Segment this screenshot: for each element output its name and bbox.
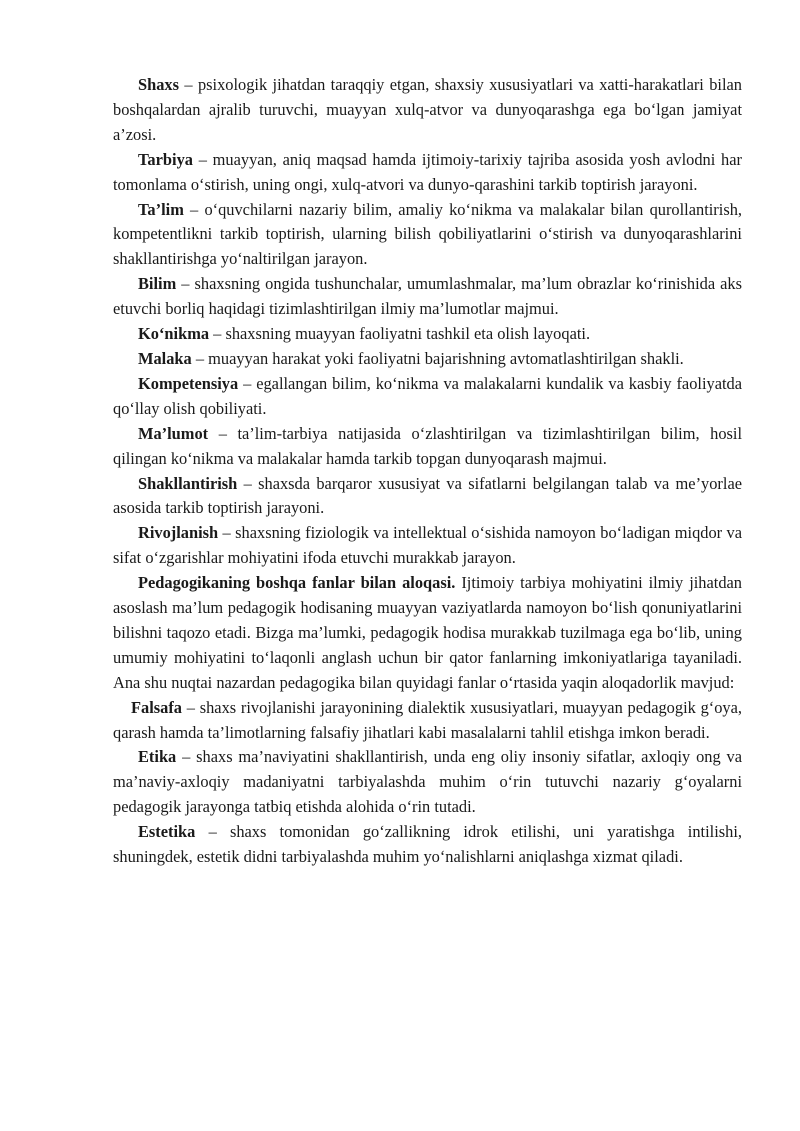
definition-estetika bbox=[113, 820, 742, 870]
definition-konikma bbox=[113, 322, 742, 347]
definition-shaxs bbox=[113, 73, 742, 148]
definition-text: – shaxsning muayyan faoliyatni tashkil eta olish layoqati. bbox=[209, 324, 591, 344]
document-page bbox=[113, 73, 742, 870]
term-label: Ta’lim bbox=[138, 199, 184, 219]
definition-text: – psixologik jihatdan taraqqiy etgan, shaxsiy xususiyatlari va xatti-harakatlari bilan boshqalardan ajralib turuvchi, muayyan xulq-atvor va dunyoqarashga ega bo‘lgan jamiyat a’zosi. bbox=[113, 75, 742, 144]
definition-shakllantirish bbox=[113, 472, 742, 522]
definition-etika bbox=[113, 745, 742, 820]
term-label: Tarbiya bbox=[138, 149, 193, 169]
section-heading: Pedagogikaning boshqa fanlar bilan aloqasi. bbox=[138, 573, 456, 593]
definition-text: – shaxsning ongida tushunchalar, umumlashmalar, ma’lum obrazlar ko‘rinishida aks etuvchi borliq haqidagi tizimlashtirilgan ilmiy ma’lumotlar majmui. bbox=[113, 274, 742, 319]
definition-text: – shaxs tomonidan go‘zallikning idrok etilishi, uni yaratishga intilishi, shuningdek, estetik didni tarbiyalashda muhim yo‘nalishlarni aniqlashga xizmat qiladi. bbox=[113, 822, 742, 867]
section-pedagogika-aloqasi bbox=[113, 571, 742, 696]
term-label: Estetika bbox=[138, 822, 196, 842]
section-text: Ijtimoiy tarbiya mohiyatini ilmiy jihatdan asoslash ma’lum pedagogik hodisaning muayyan vaziyatlarda namoyon bo‘lish qonuniyatlarini bilishni taqozo etadi. Bizga ma’lumki, pedagogik hodisa murakkab tuzilmaga ega bo‘lib, uning umumiy mohiyatini to‘laqonli anglash uchun bir qator fanlarning imkoniyatlariga tayaniladi. Ana shu nuqtai nazardan pedagogika bilan quyidagi fanlar o‘rtasida yaqin aloqadorlik mavjud: bbox=[113, 573, 742, 692]
term-label: Etika bbox=[138, 747, 177, 767]
definition-kompetensiya bbox=[113, 372, 742, 422]
definition-tarbiya bbox=[113, 148, 742, 198]
definition-text: – muayyan, aniq maqsad hamda ijtimoiy-tarixiy tajriba asosida yosh avlodni har tomonlama o‘stirish, uning ongi, xulq-atvori va dunyo-qarashini tarkib toptirish jarayoni. bbox=[113, 149, 742, 194]
definition-text: – shaxsning fiziologik va intellektual o‘sishida namoyon bo‘ladigan miqdor va sifat o‘zgarishlar mohiyatini ifoda etuvchi murakkab jarayon. bbox=[113, 523, 742, 568]
definition-text: – muayyan harakat yoki faoliyatni bajarishning avtomatlashtirilgan shakli. bbox=[191, 348, 684, 368]
term-label: Falsafa bbox=[131, 697, 182, 717]
term-label: Malaka bbox=[138, 348, 192, 368]
definition-malaka bbox=[113, 347, 742, 372]
term-label: Ko‘nikma bbox=[138, 324, 210, 344]
definition-malumot bbox=[113, 422, 742, 472]
term-label: Shaxs bbox=[138, 75, 180, 94]
term-label: Rivojlanish bbox=[138, 523, 219, 543]
definition-talim bbox=[113, 198, 742, 273]
definition-text: – ta’lim-tarbiya natijasida o‘zlashtirilgan va tizimlashtirilgan bilim, hosil qilingan ko‘nikma va malakalar hamda tarkib topgan dunyoqarash majmui. bbox=[113, 423, 742, 468]
definition-rivojlanish bbox=[113, 521, 742, 571]
definition-falsafa bbox=[113, 696, 742, 746]
term-label: Bilim bbox=[138, 274, 177, 294]
definition-text: – shaxs rivojlanishi jarayonining dialektik xususiyatlari, muayyan pedagogik g‘oya, qarash hamda ta’limotlarning falsafiy jihatlari kabi masalalarni tahlil etishga imkon beradi. bbox=[113, 697, 742, 742]
term-label: Ma’lumot bbox=[138, 423, 209, 443]
definition-text: – shaxs ma’naviyatini shakllantirish, unda eng oliy insoniy sifatlar, axloqiy ong va ma’naviy-axloqiy madaniyatni tarbiyalashda muhim o‘rin tutuvchi nazariy g‘oyalarni pedagogik jarayonga tatbiq etishda alohida o‘rin tutadi. bbox=[113, 747, 742, 817]
term-label: Shakllantirish bbox=[138, 473, 238, 493]
definition-bilim bbox=[113, 272, 742, 322]
definition-text: – shaxsda barqaror xususiyat va sifatlarni belgilangan talab va me’yorlae asosida tarkib toptirish jarayoni. bbox=[113, 473, 742, 518]
definition-text: – egallangan bilim, ko‘nikma va malakalarni kundalik va kasbiy faoliyatda qo‘llay olish qobiliyati. bbox=[113, 373, 742, 418]
term-label: Kompetensiya bbox=[138, 373, 239, 393]
definition-text: – o‘quvchilarni nazariy bilim, amaliy ko‘nikma va malakalar bilan qurollantirish, kompetentlikni tarkib toptirish, ularning bilish qobiliyatlarini o‘stirish va dunyoqarashlarini shakllantirishga yo‘naltirilgan jarayon. bbox=[113, 199, 742, 269]
